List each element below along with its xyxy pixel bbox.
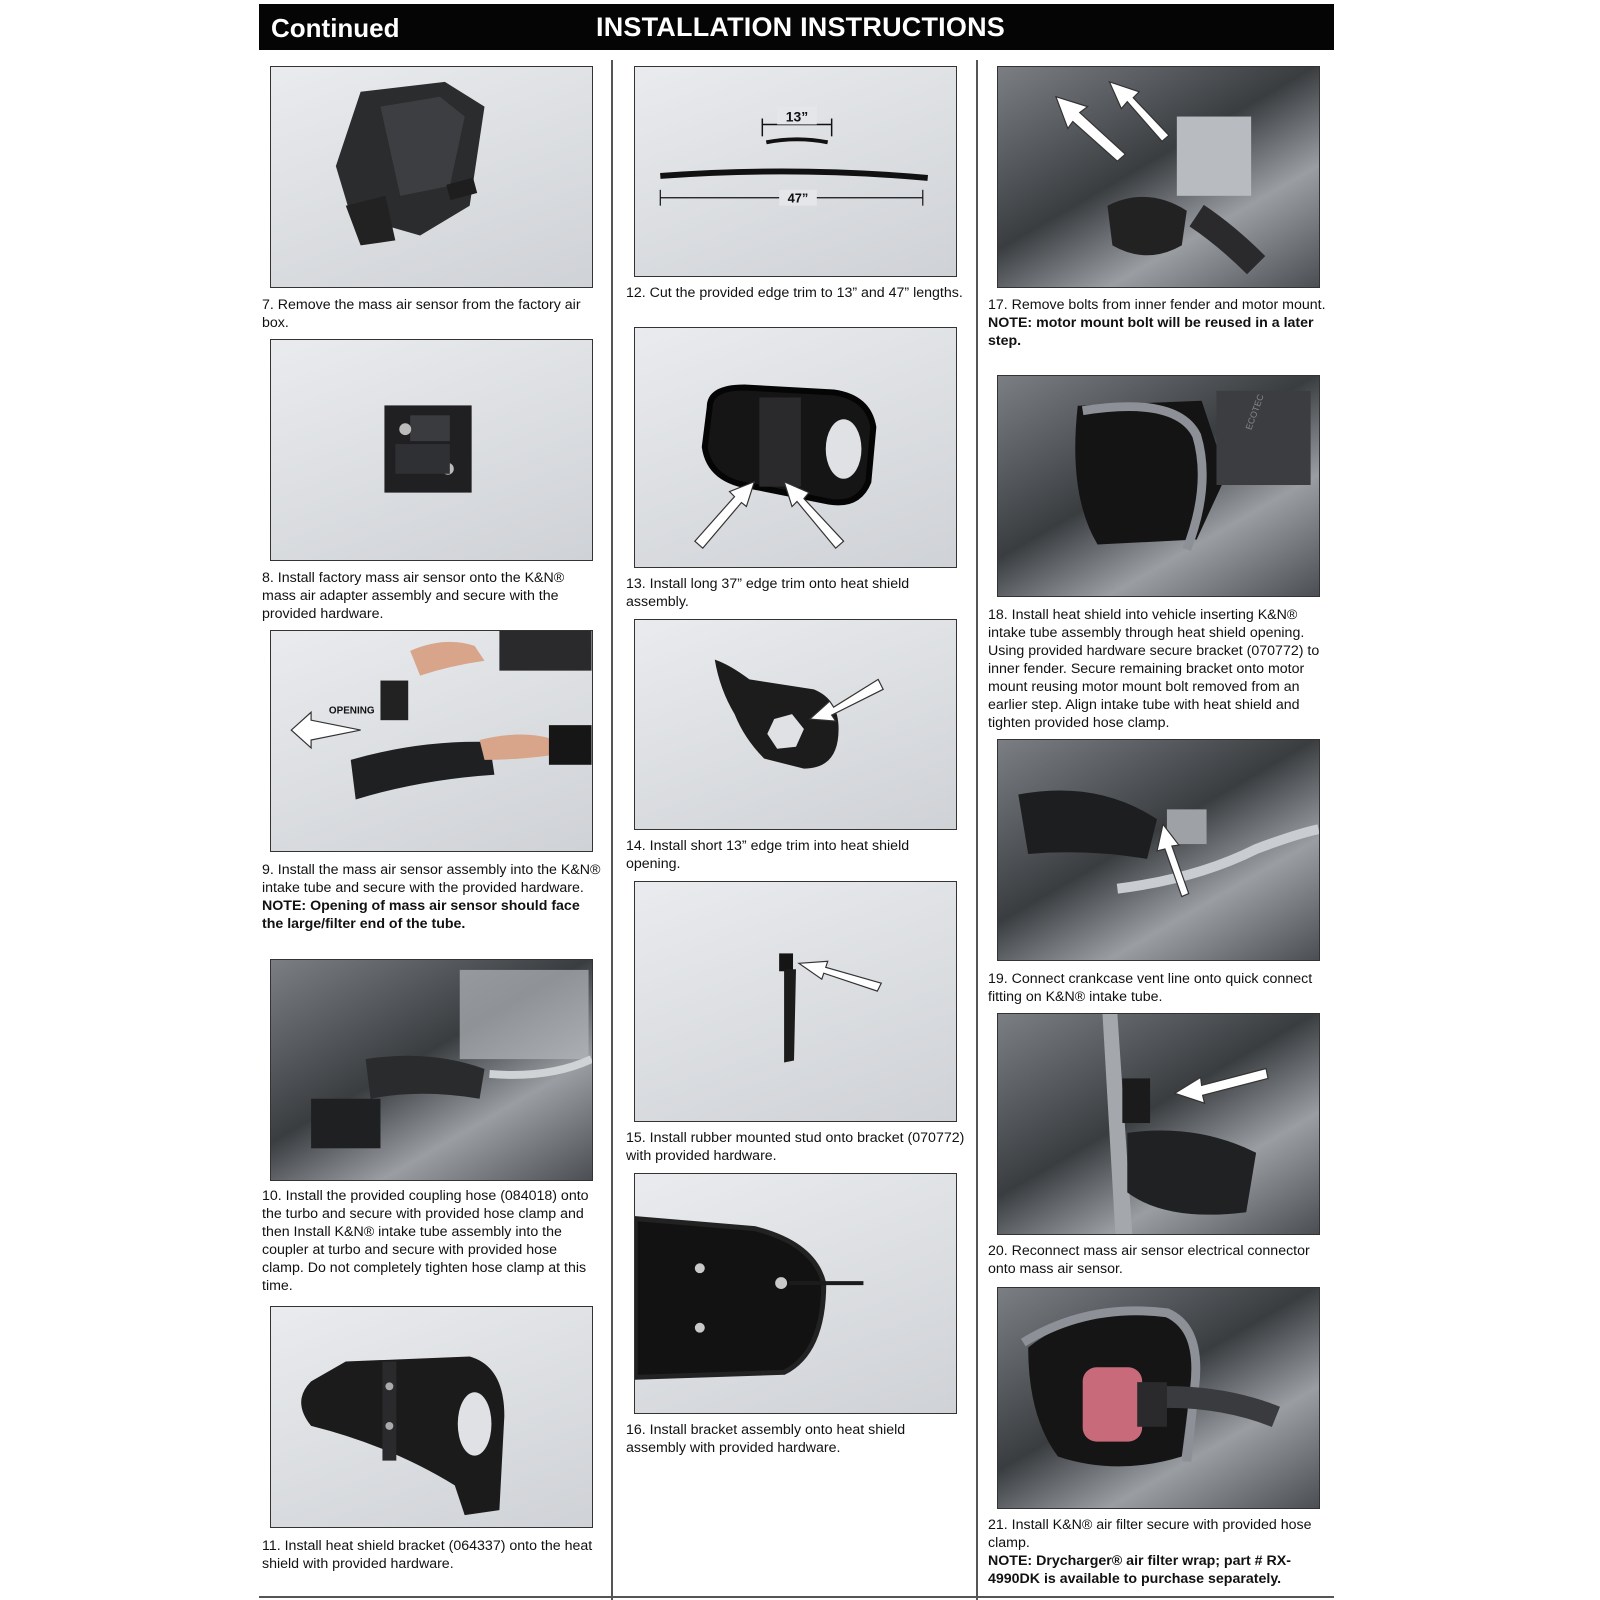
- step20-photo: [997, 1013, 1320, 1235]
- step15-photo: [634, 881, 957, 1122]
- step21-text: 21. Install K&N® air filter secure with provided hose clamp.: [988, 1517, 1312, 1551]
- step8-photo: [270, 339, 593, 561]
- step19-photo: [997, 739, 1320, 961]
- step20-text: 20. Reconnect mass air sensor electrical connector onto mass air sensor.: [988, 1243, 1310, 1277]
- step7-caption: [262, 296, 602, 332]
- page-header: [259, 4, 1334, 50]
- step13-caption: [626, 575, 966, 611]
- step16-photo: [634, 1173, 957, 1414]
- step12-caption: [626, 284, 966, 302]
- step18-caption: [988, 606, 1328, 732]
- step11-photo: [270, 1306, 593, 1528]
- step7-text: 7. Remove the mass air sensor from the factory air box.: [262, 297, 581, 331]
- step13-photo: [634, 327, 957, 568]
- step17-caption: [988, 296, 1328, 350]
- step16-text: 16. Install bracket assembly onto heat shield assembly with provided hardware.: [626, 1422, 906, 1456]
- step13-text: 13. Install long 37” edge trim onto heat shield assembly.: [626, 576, 910, 610]
- column-divider: [976, 60, 978, 1600]
- step19-caption: [988, 970, 1328, 1006]
- step14-photo: [634, 619, 957, 830]
- step20-caption: [988, 1242, 1328, 1278]
- step17-text: 17. Remove bolts from inner fender and motor mount.: [988, 297, 1326, 313]
- step19-text: 19. Connect crankcase vent line onto quick connect fitting on K&N® intake tube.: [988, 971, 1313, 1005]
- step15-caption: [626, 1129, 966, 1165]
- ecotec-label: ECOTEC: [1243, 392, 1266, 432]
- step12-photo: [634, 66, 957, 277]
- column-divider: [611, 60, 613, 1600]
- step9-photo: [270, 630, 593, 852]
- step8-caption: [262, 569, 602, 623]
- step7-photo: [270, 66, 593, 288]
- step10-text: 10. Install the provided coupling hose (084018) onto the turbo and secure with provided hose clamp and then Install K&N® intake tube assembly into the coupler at turbo and secure with provided hose clamp. Do not completely tighten hose clamp at this time.: [262, 1188, 589, 1294]
- step12-text: 12. Cut the provided edge trim to 13” and 47” lengths.: [626, 285, 963, 301]
- trim-long-label: 47”: [787, 190, 809, 206]
- step11-text: 11. Install heat shield bracket (064337) onto the heat shield with provided hardware.: [262, 1538, 593, 1572]
- step8-text: 8. Install factory mass air sensor onto the K&N® mass air adapter assembly and secure with the provided hardware.: [262, 570, 565, 622]
- page-title: INSTALLATION INSTRUCTIONS: [596, 12, 1005, 42]
- step10-caption: [262, 1187, 602, 1295]
- step11-caption: [262, 1537, 602, 1573]
- step17-note: NOTE: motor mount bolt will be reused in a later step.: [988, 315, 1314, 349]
- step15-text: 15. Install rubber mounted stud onto bracket (070772) with provided hardware.: [626, 1130, 965, 1164]
- step21-caption: [988, 1516, 1328, 1588]
- step10-photo: [270, 959, 593, 1181]
- trim-short-label: 13”: [785, 108, 809, 125]
- step18-photo: [997, 375, 1320, 597]
- step17-photo: [997, 66, 1320, 288]
- step14-text: 14. Install short 13” edge trim into heat shield opening.: [626, 838, 910, 872]
- step9-caption: [262, 861, 602, 933]
- step18-text: 18. Install heat shield into vehicle inserting K&N® intake tube assembly through heat shield opening. Using provided hardware secure bracket (070772) to inner fender. Secure remaining bracket onto motor mount reusing motor mount bolt removed from an earlier step. Align intake tube with heat shield and tighten provided hose clamp.: [988, 607, 1320, 731]
- step21-photo: [997, 1287, 1320, 1509]
- step21-note: NOTE: Drycharger® air filter wrap; part # RX-4990DK is available to purchase separately.: [988, 1553, 1291, 1587]
- step16-caption: [626, 1421, 966, 1457]
- opening-label: OPENING: [328, 705, 375, 717]
- bottom-rule: [259, 1596, 1334, 1598]
- step14-caption: [626, 837, 966, 873]
- step9-note: NOTE: Opening of mass air sensor should face the large/filter end of the tube.: [262, 898, 580, 932]
- step9-text: 9. Install the mass air sensor assembly into the K&N® intake tube and secure with the provided hardware.: [262, 862, 601, 896]
- continued-label: Continued: [271, 13, 400, 43]
